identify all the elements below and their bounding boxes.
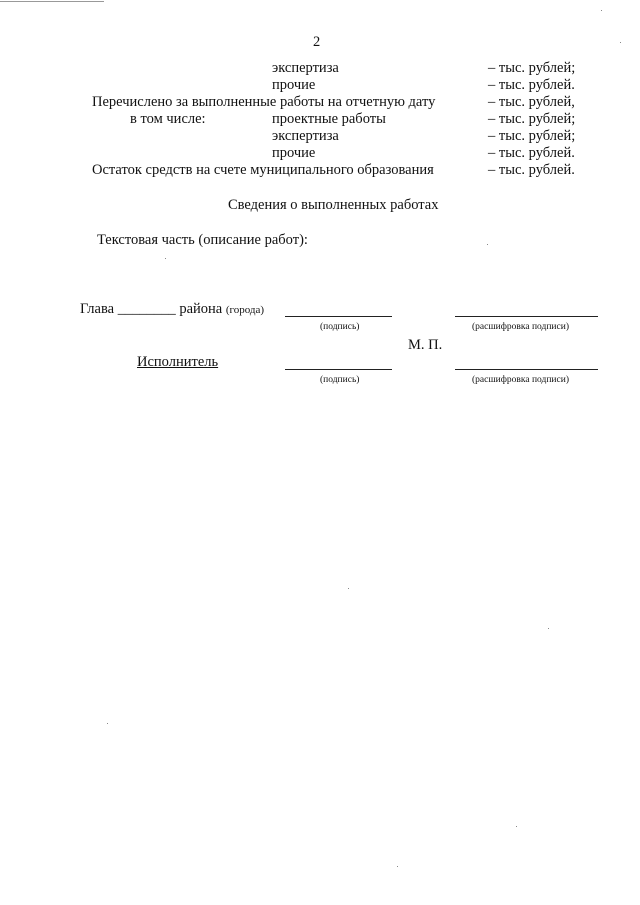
scan-speck (548, 628, 549, 629)
scan-speck (620, 42, 621, 43)
row-6-right: – тыс. рублей. (488, 145, 575, 161)
head-decoding-line (455, 316, 598, 317)
scan-speck (107, 723, 108, 724)
row-2-middle: прочие (272, 77, 316, 93)
head-blank: ________ (117, 301, 176, 317)
head-signature-line (285, 316, 392, 317)
scan-speck (487, 244, 488, 245)
page-number: 2 (313, 34, 321, 50)
row-5-middle: экспертиза (272, 128, 339, 144)
row-1-middle: экспертиза (272, 60, 339, 76)
row-3-left: Перечислено за выполненные работы на отчетную дату (92, 94, 436, 110)
head-title (80, 302, 264, 317)
executor-signature-caption: (подпись) (320, 375, 360, 385)
row-3-right: – тыс. рублей, (488, 94, 575, 110)
row-7-left: Остаток средств на счете муниципального образования (92, 162, 434, 178)
section-title: Сведения о выполненных работах (228, 197, 439, 213)
row-4-left: в том числе: (130, 111, 206, 127)
executor-decoding-caption: (расшифровка подписи) (472, 375, 569, 385)
scan-speck (516, 826, 517, 827)
row-4-right: – тыс. рублей; (488, 111, 576, 127)
scan-mark-top-left (0, 1, 104, 2)
head-suffix: района (179, 301, 223, 317)
row-1-right: – тыс. рублей; (488, 60, 576, 76)
executor-decoding-line (455, 369, 598, 370)
row-5-right: – тыс. рублей; (488, 128, 576, 144)
head-signature-caption: (подпись) (320, 322, 360, 332)
head-suffix-small: (города) (225, 304, 265, 316)
head-prefix: Глава (80, 301, 115, 317)
text-part-label: Текстовая часть (описание работ): (97, 232, 308, 248)
scan-speck (348, 588, 349, 589)
executor-label: Исполнитель (137, 354, 219, 370)
executor-signature-line (285, 369, 392, 370)
row-7-right: – тыс. рублей. (488, 162, 575, 178)
row-6-middle: прочие (272, 145, 316, 161)
row-2-right: – тыс. рублей. (488, 77, 575, 93)
scan-speck (601, 10, 602, 11)
scan-speck (397, 866, 398, 867)
row-4-middle: проектные работы (272, 111, 386, 127)
scan-speck (165, 258, 166, 259)
head-decoding-caption: (расшифровка подписи) (472, 322, 569, 332)
stamp-place: М. П. (408, 337, 443, 353)
